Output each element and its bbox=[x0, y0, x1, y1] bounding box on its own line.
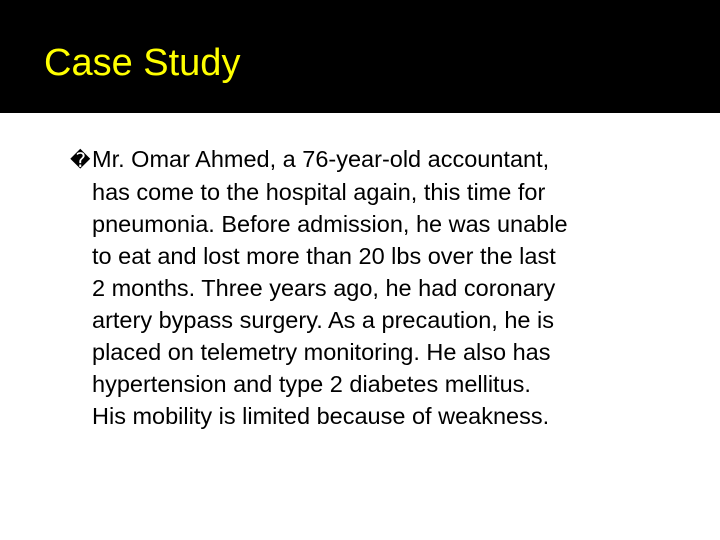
text-line-1-content: Mr. Omar Ahmed, a 76-year-old accountant, bbox=[92, 146, 550, 172]
title-bar bbox=[0, 0, 720, 113]
text-line-7: placed on telemetry monitoring. He also has bbox=[92, 339, 551, 365]
text-line-8: hypertension and type 2 diabetes mellitus. bbox=[92, 371, 531, 397]
text-line-2: has come to the hospital again, this time for bbox=[92, 179, 546, 205]
text-line-4: to eat and lost more than 20 lbs over the last bbox=[92, 243, 556, 269]
slide-title: Case Study bbox=[44, 42, 241, 84]
text-line-1 bbox=[70, 143, 660, 176]
text-line-6: artery bypass surgery. As a precaution, he is bbox=[92, 307, 554, 333]
text-line-3: pneumonia. Before admission, he was unable bbox=[92, 211, 568, 237]
bullet-icon: � bbox=[70, 148, 91, 172]
text-line-5: 2 months. Three years ago, he had coronary bbox=[92, 275, 556, 301]
text-line-9: His mobility is limited because of weakness. bbox=[92, 403, 550, 429]
case-description bbox=[70, 143, 660, 432]
